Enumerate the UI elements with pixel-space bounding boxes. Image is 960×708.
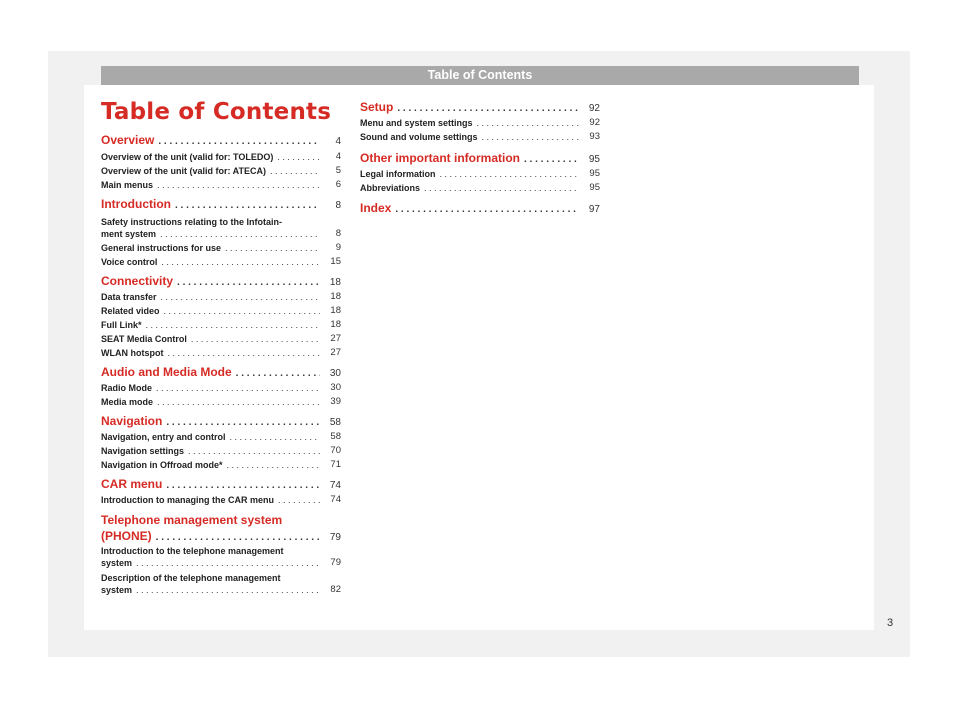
toc-entry-safety[interactable] — [101, 228, 341, 239]
toc-label: Main menus — [101, 180, 154, 190]
toc-entry-overview-ateca[interactable] — [101, 165, 341, 176]
toc-entry-phone-line1[interactable]: Telephone management system — [101, 513, 283, 527]
toc-entry-related-video[interactable] — [101, 305, 341, 316]
toc-label: Radio Mode — [101, 383, 152, 393]
toc-label: Audio and Media Mode — [101, 365, 232, 379]
toc-label: Setup — [360, 100, 394, 114]
toc-page: 15 — [330, 256, 341, 267]
toc-label: Related video — [101, 306, 160, 316]
toc-label: Navigation in Offroad mode* — [101, 460, 223, 470]
toc-page: 74 — [330, 494, 341, 505]
toc-label: SEAT Media Control — [101, 334, 187, 344]
toc-entry-phone-desc[interactable] — [101, 584, 341, 595]
toc-entry-setup[interactable] — [360, 100, 600, 114]
toc-label: Full Link* — [101, 320, 142, 330]
toc-page: 30 — [330, 382, 341, 393]
toc-page: 95 — [588, 154, 600, 165]
toc-page: 70 — [330, 445, 341, 456]
toc-page: 95 — [589, 168, 600, 179]
toc-entry-nav-offroad[interactable] — [101, 459, 341, 470]
toc-entry-phone-intro[interactable] — [101, 557, 341, 568]
toc-label: Abbreviations — [360, 183, 421, 193]
toc-entry-menu-system[interactable] — [360, 117, 600, 128]
toc-page: 9 — [335, 242, 341, 253]
toc-entry-phone-desc-line1[interactable]: Description of the telephone management — [101, 573, 281, 583]
toc-page: 8 — [335, 200, 341, 211]
toc-label: Sound and volume settings — [360, 132, 478, 142]
toc-entry-abbreviations[interactable] — [360, 182, 600, 193]
toc-entry-overview[interactable] — [101, 133, 341, 147]
toc-page: 5 — [335, 165, 341, 176]
toc-page: 92 — [589, 117, 600, 128]
toc-page: 8 — [335, 228, 341, 239]
toc-page: 18 — [330, 305, 341, 316]
toc-entry-general[interactable] — [101, 242, 341, 253]
toc-entry-connectivity[interactable] — [101, 274, 341, 288]
toc-entry-car-menu[interactable] — [101, 477, 341, 491]
toc-page: 58 — [330, 431, 341, 442]
toc-label: Overview — [101, 133, 155, 147]
toc-entry-data-transfer[interactable] — [101, 291, 341, 302]
toc-entry-sound-volume[interactable] — [360, 131, 600, 142]
page-number: 3 — [887, 617, 894, 629]
toc-label: Overview of the unit (valid for: ATECA) — [101, 166, 267, 176]
toc-page: 30 — [329, 368, 341, 379]
toc-page: 82 — [330, 584, 341, 595]
page-title: Table of Contents — [101, 99, 332, 125]
toc-label: system — [101, 558, 133, 568]
toc-label: Menu and system settings — [360, 118, 473, 128]
toc-page: 97 — [588, 204, 600, 215]
toc-page: 18 — [329, 277, 341, 288]
toc-entry-index[interactable] — [360, 201, 600, 215]
toc-entry-voice[interactable] — [101, 256, 341, 267]
toc-entry-car-intro[interactable] — [101, 494, 341, 505]
toc-label: Media mode — [101, 397, 154, 407]
toc-entry-seat-media[interactable] — [101, 333, 341, 344]
toc-entry-legal[interactable] — [360, 168, 600, 179]
toc-page: 27 — [330, 347, 341, 358]
toc-entry-wlan[interactable] — [101, 347, 341, 358]
toc-label: CAR menu — [101, 477, 163, 491]
toc-label: Legal information — [360, 169, 436, 179]
toc-label: system — [101, 585, 133, 595]
toc-entry-nav-settings[interactable] — [101, 445, 341, 456]
toc-entry-other[interactable] — [360, 151, 600, 165]
toc-label: Index — [360, 201, 392, 215]
toc-entry-nav-entry[interactable] — [101, 431, 341, 442]
toc-entry-introduction[interactable] — [101, 197, 341, 211]
toc-label: Data transfer — [101, 292, 157, 302]
toc-label: Introduction — [101, 197, 171, 211]
toc-label: Navigation — [101, 414, 163, 428]
toc-entry-full-link[interactable] — [101, 319, 341, 330]
toc-page: 27 — [330, 333, 341, 344]
toc-entry-overview-toledo[interactable] — [101, 151, 341, 162]
toc-page: 6 — [335, 179, 341, 190]
toc-page: 95 — [589, 182, 600, 193]
toc-label: Overview of the unit (valid for: TOLEDO) — [101, 152, 274, 162]
toc-label: General instructions for use — [101, 243, 222, 253]
toc-label: Introduction to managing the CAR menu — [101, 495, 274, 505]
toc-page: 18 — [330, 291, 341, 302]
toc-label: Navigation settings — [101, 446, 185, 456]
toc-page: 79 — [330, 557, 341, 568]
toc-page: 4 — [335, 151, 341, 162]
toc-entry-navigation[interactable] — [101, 414, 341, 428]
toc-page: 74 — [329, 480, 341, 491]
toc-page: 93 — [589, 131, 600, 142]
toc-entry-main-menus[interactable] — [101, 179, 341, 190]
toc-page: 39 — [330, 396, 341, 407]
toc-label: Other important information — [360, 151, 520, 165]
toc-label: Voice control — [101, 257, 158, 267]
toc-page: 79 — [329, 532, 341, 543]
toc-entry-media[interactable] — [101, 396, 341, 407]
toc-entry-safety-line1[interactable]: Safety instructions relating to the Infotain- — [101, 217, 283, 227]
toc-label: WLAN hotspot — [101, 348, 164, 358]
toc-entry-radio[interactable] — [101, 382, 341, 393]
toc-page: 92 — [588, 103, 600, 114]
toc-page: 71 — [330, 459, 341, 470]
page-content — [84, 85, 874, 630]
toc-page: 18 — [330, 319, 341, 330]
toc-entry-audio[interactable] — [101, 365, 341, 379]
toc-label: (PHONE) — [101, 529, 152, 543]
page-header: Table of Contents — [101, 66, 859, 85]
toc-page: 4 — [335, 136, 341, 147]
toc-entry-phone[interactable] — [101, 529, 341, 543]
toc-label: ment system — [101, 229, 157, 239]
toc-label: Navigation, entry and control — [101, 432, 226, 442]
toc-page: 58 — [329, 417, 341, 428]
toc-entry-phone-intro-line1[interactable]: Introduction to the telephone management — [101, 546, 284, 556]
toc-label: Connectivity — [101, 274, 174, 288]
